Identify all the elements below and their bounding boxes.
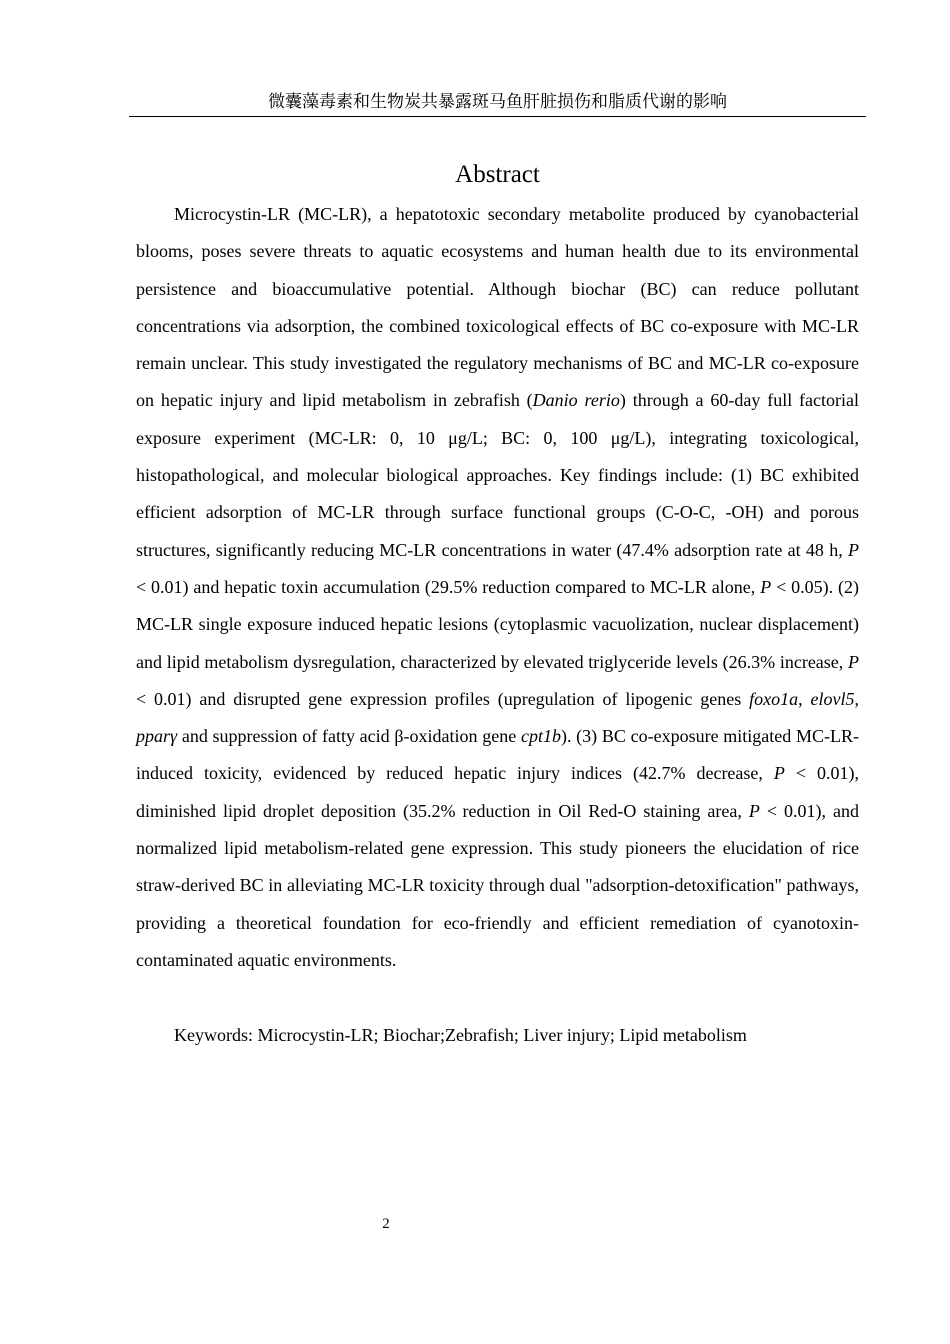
text-segment: ) through a 60-day full factorial exposure experiment (MC-LR: 0, 10 μg/L; BC: 0, 100 μg/L), integrating toxicological, histopathological, and molecular biological approaches. Key findings include: (1) BC exhibited efficient adsorption of MC-LR through surface functional groups (C-O-C, -OH) and porous structures, significantly reducing MC-LR concentrations in water (47.4% adsorption rate at 48 h, (136, 390, 860, 560)
text-segment: < 0.01), and normalized lipid metabolism-related gene expression. This study pioneers the elucidation of rice straw-derived BC in alleviating MC-LR toxicity through dual "adsorption-detoxification" pathways, providing a theoretical foundation for eco-friendly and efficient remediation of cyanotoxin-contaminated aquatic environments. (136, 800, 859, 970)
keywords-line: Keywords: Microcystin-LR; Biochar;Zebrafish; Liver injury; Lipid metabolism (174, 1025, 747, 1045)
text-segment: and suppression of fatty acid β-oxidation gene (177, 726, 521, 747)
gene-name: cpt1b (520, 726, 561, 747)
abstract-heading: Abstract (455, 161, 540, 188)
p-value-symbol: P (848, 539, 859, 560)
text-segment: , (854, 688, 860, 709)
text-segment: < 0.05). (2) MC-LR single exposure induced hepatic lesions (cytoplasmic vacuolization, nuclear displacement) and lipid metabolism dysregulation, characterized by elevated triglyceride levels (26.3% increase, (136, 576, 859, 672)
text-segment: < 0.01) and hepatic toxin accumulation (29.5% reduction compared to MC-LR alone, (136, 576, 761, 597)
p-value-symbol: P (748, 800, 760, 821)
text-segment: Microcystin-LR (MC-LR), a hepatotoxic secondary metabolite produced by cyanobacterial blooms, poses severe threats to aquatic ecosystems and human health due to its environmental persistence and bioaccumulative potential. Although biochar (BC) can reduce pollutant concentrations via adsorption, the combined toxicological effects of BC co-exposure with MC-LR remain unclear. This study investigated the regulatory mechanisms of BC and MC-LR co-exposure on hepatic injury and lipid metabolism in zebrafish ( (136, 204, 859, 411)
abstract-body (136, 196, 859, 979)
page-number: 2 (382, 1216, 390, 1232)
text-segment: , (798, 688, 811, 709)
gene-name: foxo1a (749, 688, 799, 709)
p-value-symbol: P (848, 651, 859, 672)
abstract-paragraph (136, 196, 859, 979)
text-segment: < 0.01), diminished lipid droplet deposition (35.2% reduction in Oil Red-O staining area, (136, 763, 859, 821)
p-value-symbol: P (773, 763, 785, 784)
text-segment: ). (3) BC co-exposure mitigated MC-LR-induced toxicity, evidenced by reduced hepatic injury indices (42.7% decrease, (136, 726, 859, 784)
species-name: Danio rerio (532, 390, 620, 411)
text-segment: < 0.01) and disrupted gene expression profiles (upregulation of lipogenic genes (136, 688, 750, 709)
running-header: 微囊藻毒素和生物炭共暴露斑马鱼肝脏损伤和脂质代谢的影响 (129, 90, 866, 117)
p-value-symbol: P (760, 576, 772, 597)
gene-name: pparγ (136, 726, 178, 747)
gene-name: elovl5 (810, 688, 855, 709)
